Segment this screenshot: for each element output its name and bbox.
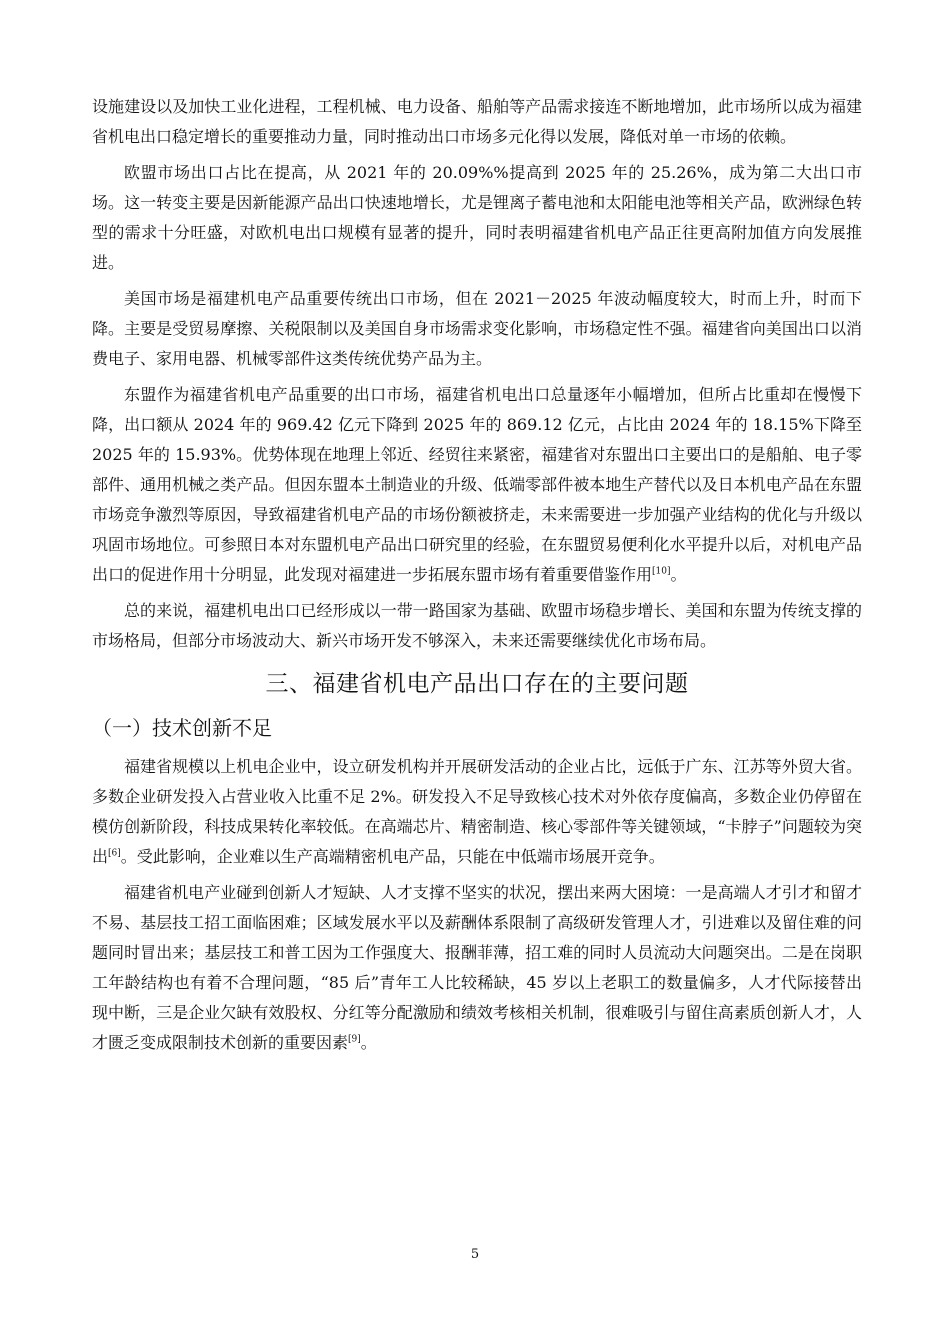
paragraph-us-market: 美国市场是福建机电产品重要传统出口市场，但在 2021－2025 年波动幅度较大，时而上升，时而下降。主要是受贸易摩擦、关税限制以及美国自身市场需求变化影响，市场稳定性不强。福建省向美国出口以消费电子、家用电器、机械零部件这类传统优势产品为主。 <box>92 289 862 368</box>
citation-reference[interactable]: [9] <box>348 1034 361 1045</box>
paragraph-text: 福建省规模以上机电企业中，设立研发机构并开展研发活动的企业占比，远低于广东、江苏等外贸大省。多数企业研发投入占营业收入比重不足 2%。研发投入不足导致核心技术对外依存度偏高，多数企业仍停留在模仿创新阶段，科技成果转化率较低。在高端芯片、精密制造、核心零部件等关键领域，“卡脖子”问题较为突出 <box>92 757 862 866</box>
paragraph-summary: 总的来说，福建机电出口已经形成以一带一路国家为基础、欧盟市场稳步增长、美国和东盟为传统支撑的市场格局，但部分市场波动大、新兴市场开发不够深入，未来还需要继续优化市场布局。 <box>92 601 862 650</box>
paragraph-text: 东盟作为福建省机电产品重要的出口市场，福建省机电出口总量逐年小幅增加，但所占比重却在慢慢下降，出口额从 2024 年的 969.42 亿元下降到 2025 年的 869.12 亿元，占比由 2024 年的 18.15%下降至 2025 年的 15.93%。优势体现在地理上邻近、经贸往来紧密，福建省对东盟出口主要出口的是船舶、电子零部件、通用机械之类产品。但因东盟本土制造业的升级、低端零部件被本地生产替代以及日本机电产品在东盟市场竞争激烈等原因，导致福建省机电产品的市场份额被挤走，未来需要进一步加强产业结构的优化与升级以巩固市场地位。可参照日本对东盟机电产品出口研究里的经验，在东盟贸易便利化水平提升以后，对机电产品出口的促进作用十分明显，此发现对福建进一步拓展东盟市场有着重要借鉴作用 <box>92 385 862 584</box>
paragraph-tail: 。受此影响，企业难以生产高端精密机电产品，只能在中低端市场展开竞争。 <box>120 847 665 866</box>
page-content <box>92 92 862 1058</box>
paragraph-talent-shortage <box>92 878 862 1058</box>
paragraph-asean-market <box>92 380 862 590</box>
paragraph-rd-investment <box>92 752 862 872</box>
paragraph-eu-market: 欧盟市场出口占比在提高，从 2021 年的 20.09%%提高到 2025 年的 25.26%，成为第二大出口市场。这一转变主要是因新能源产品出口快速地增长，尤是锂离子蓄电池和太阳能电池等相关产品，欧洲绿色转型的需求十分旺盛，对欧机电出口规模有显著的提升，同时表明福建省机电产品正往更高附加值方向发展推进。 <box>92 163 862 272</box>
subsection-heading: （一）技术创新不足 <box>92 716 272 740</box>
paragraph-continuation: 设施建设以及加快工业化进程，工程机械、电力设备、船舶等产品需求接连不断地增加，此市场所以成为福建省机电出口稳定增长的重要推动力量，同时推动出口市场多元化得以发展，降低对单一市场的依赖。 <box>92 97 862 146</box>
citation-reference[interactable]: [10] <box>652 566 671 577</box>
page-number: 5 <box>470 1247 480 1262</box>
paragraph-text: 福建省机电产业碰到创新人才短缺、人才支撑不坚实的状况，摆出来两大困境：一是高端人才引才和留才不易、基层技工招工面临困难；区域发展水平以及薪酬体系限制了高级研发管理人才，引进难以及留住难的问题同时冒出来；基层技工和普工因为工作强度大、报酬菲薄，招工难的同时人员流动大问题突出。二是在岗职工年龄结构也有着不合理问题，“85 后”青年工人比较稀缺，45 岁以上老职工的数量偏多，人才代际接替出现中断，三是企业欠缺有效股权、分红等分配激励和绩效考核相关机制，很难吸引与留住高素质创新人才，人才匮乏变成限制技术创新的重要因素 <box>92 883 862 1052</box>
paragraph-tail: 。 <box>670 565 687 584</box>
paragraph-tail: 。 <box>360 1033 377 1052</box>
section-heading: 三、福建省机电产品出口存在的主要问题 <box>265 671 689 697</box>
citation-reference[interactable]: [6] <box>108 848 121 859</box>
